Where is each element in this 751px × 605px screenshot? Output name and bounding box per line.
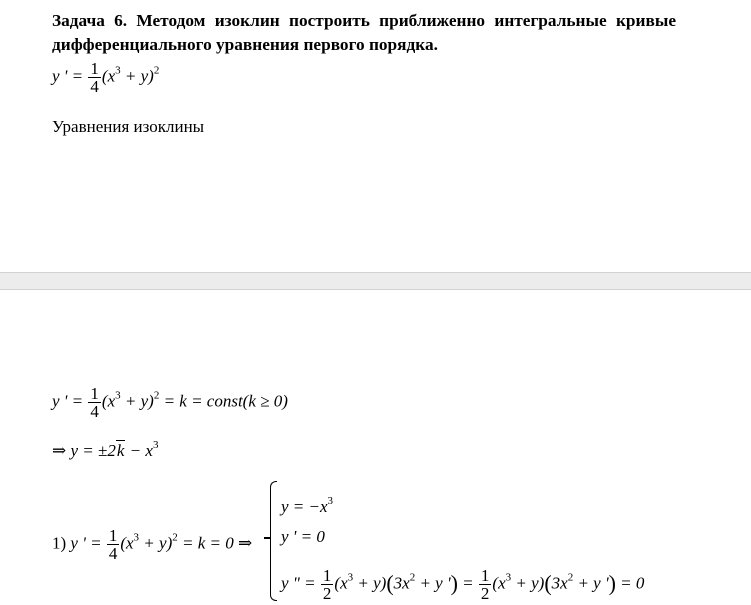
fraction: $\frac{1}{4}$ bbox=[90, 384, 99, 421]
sqrt: k bbox=[116, 441, 125, 460]
system-line-1: $y = -x^3$ bbox=[281, 495, 334, 516]
main-equation: y ' = $\frac{1}{4}$ $(x^3 + y)^2$ bbox=[52, 59, 160, 96]
fraction: $\frac{1}{2}$ bbox=[322, 566, 332, 603]
page-separator bbox=[0, 272, 751, 290]
document-page-1 bbox=[0, 0, 751, 272]
fraction: $\frac{1}{4}$ bbox=[108, 526, 118, 563]
system-brace bbox=[270, 481, 277, 601]
case-1-equation: 1) y ' = $\frac{1}{4}$ $(x^3 + y)^2 = k = 0$ ⇒ bbox=[52, 526, 253, 563]
fraction: $\frac{1}{2}$ bbox=[480, 566, 490, 603]
fraction: $\frac{1}{4}$ bbox=[90, 59, 99, 96]
task-statement: Задача 6. Методом изоклин построить приближенно интегральные кривые дифференциального уравнения первого порядка. bbox=[52, 11, 676, 54]
system-line-2: y ' = 0 bbox=[281, 527, 325, 546]
system-brace-tip bbox=[264, 537, 271, 539]
isocline-equation: y ' = $\frac{1}{4}$ $(x^3 + y)^2 = k$ = const(k ≥ 0) bbox=[52, 384, 288, 421]
isocline-solution: ⇒ $y = \pm 2k - x^3$ bbox=[52, 439, 159, 460]
isocline-label: Уравнения изоклины bbox=[52, 117, 205, 136]
system-line-3: y " = $\frac{1}{2}$ $(x^3 + y)(3x^2 + y$ ') = $\frac{1}{2}$ $(x^3 + y)(3x^2 + y$ ') = 0 bbox=[281, 566, 645, 603]
